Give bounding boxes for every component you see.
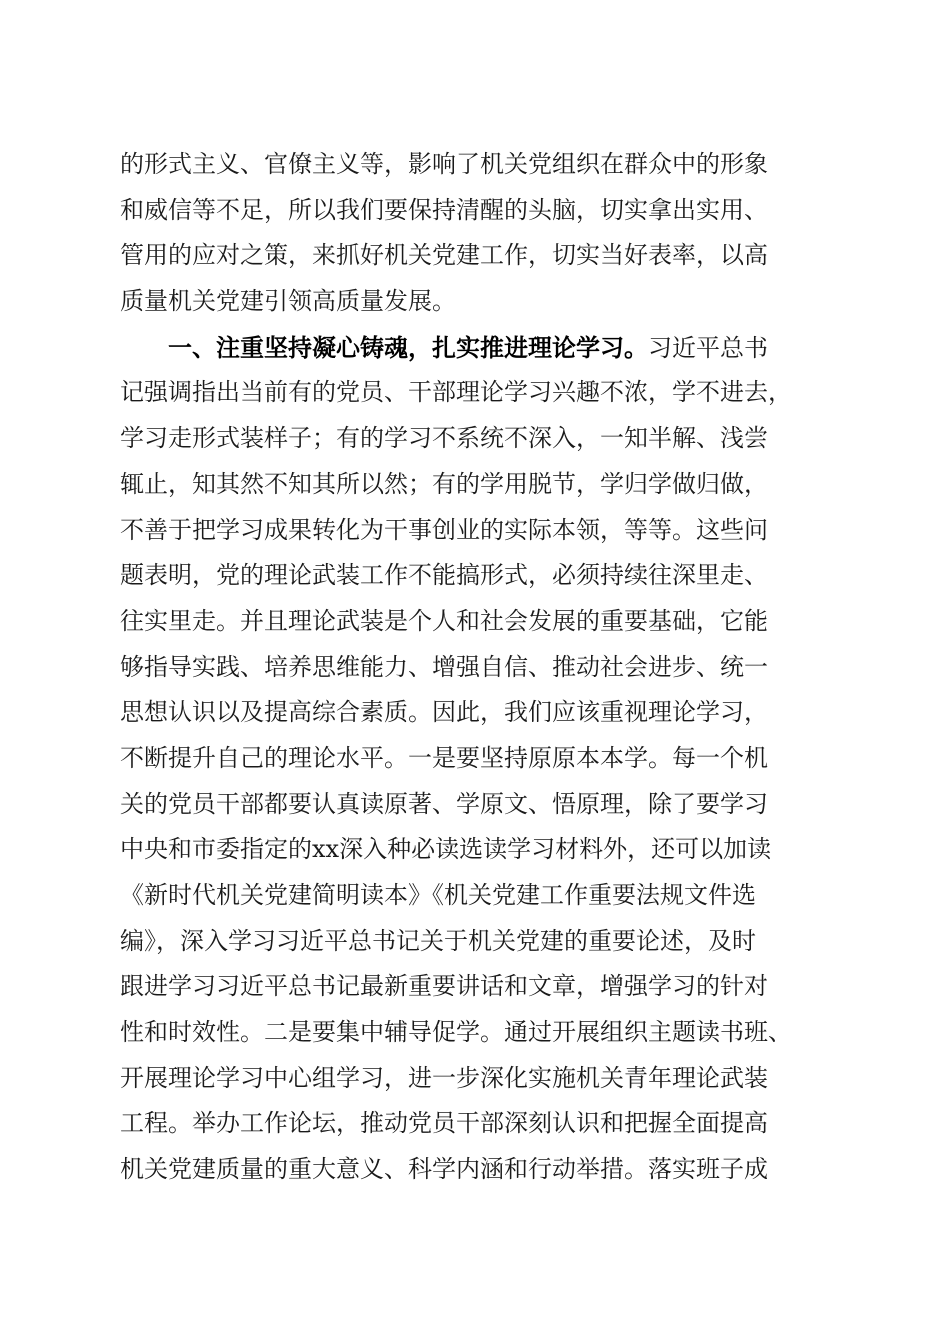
text-line: 机关党建质量的重大意义、科学内涵和行动举措。落实班子成 — [120, 1155, 768, 1184]
text-line: 中央和市委指定的xx深入种必读选读学习材料外，还可以加读 — [120, 835, 772, 864]
text-line: 学习走形式装样子；有的学习不系统不深入，一知半解、浅尝 — [120, 424, 768, 453]
text-line: 够指导实践、培养思维能力、增强自信、推动社会进步、统一 — [120, 652, 768, 681]
text-line: 工程。举办工作论坛，推动党员干部深刻认识和把握全面提高 — [120, 1109, 768, 1138]
body-text — [120, 142, 830, 1193]
text-line: 不断提升自己的理论水平。一是要坚持原原本本学。每一个机 — [120, 743, 768, 772]
text-line: 《新时代机关党建简明读本》《机关党建工作重要法规文件选 — [120, 881, 756, 909]
text-line: 质量机关党建引领高质量发展。 — [120, 287, 456, 316]
text-line: 跟进学习习近平总书记最新重要讲话和文章，增强学习的针对 — [120, 972, 768, 1001]
section-heading-tail: 习近平总书 — [648, 333, 768, 362]
text-line: 思想认识以及提高综合素质。因此，我们应该重视理论学习， — [120, 698, 768, 727]
text-line: 开展理论学习中心组学习，进一步深化实施机关青年理论武装 — [120, 1063, 768, 1092]
text-line: 往实里走。并且理论武装是个人和社会发展的重要基础，它能 — [120, 606, 768, 635]
text-line: 和威信等不足，所以我们要保持清醒的头脑，切实拿出实用、 — [120, 195, 768, 224]
text-line: 记强调指出当前有的党员、干部理论学习兴趣不浓，学不进去， — [120, 378, 792, 407]
section-heading: 一、注重坚持凝心铸魂，扎实推进理论学习。 — [168, 332, 648, 362]
section-heading-line — [120, 325, 830, 371]
text-line: 编》，深入学习习近平总书记关于机关党建的重要论述，及时 — [120, 926, 756, 955]
text-line: 性和时效性。二是要集中辅导促学。通过开展组织主题读书班、 — [120, 1018, 792, 1047]
text-line: 题表明，党的理论武装工作不能搞形式，必须持续往深里走、 — [120, 561, 768, 590]
text-line: 的形式主义、官僚主义等，影响了机关党组织在群众中的形象 — [120, 150, 768, 178]
text-line: 辄止，知其然不知其所以然；有的学用脱节，学归学做归做， — [120, 469, 768, 498]
text-line: 关的党员干部都要认真读原著、学原文、悟原理，除了要学习 — [120, 789, 768, 818]
text-line: 管用的应对之策，来抓好机关党建工作，切实当好表率，以高 — [120, 241, 768, 270]
text-line: 不善于把学习成果转化为干事创业的实际本领，等等。这些问 — [120, 515, 768, 544]
